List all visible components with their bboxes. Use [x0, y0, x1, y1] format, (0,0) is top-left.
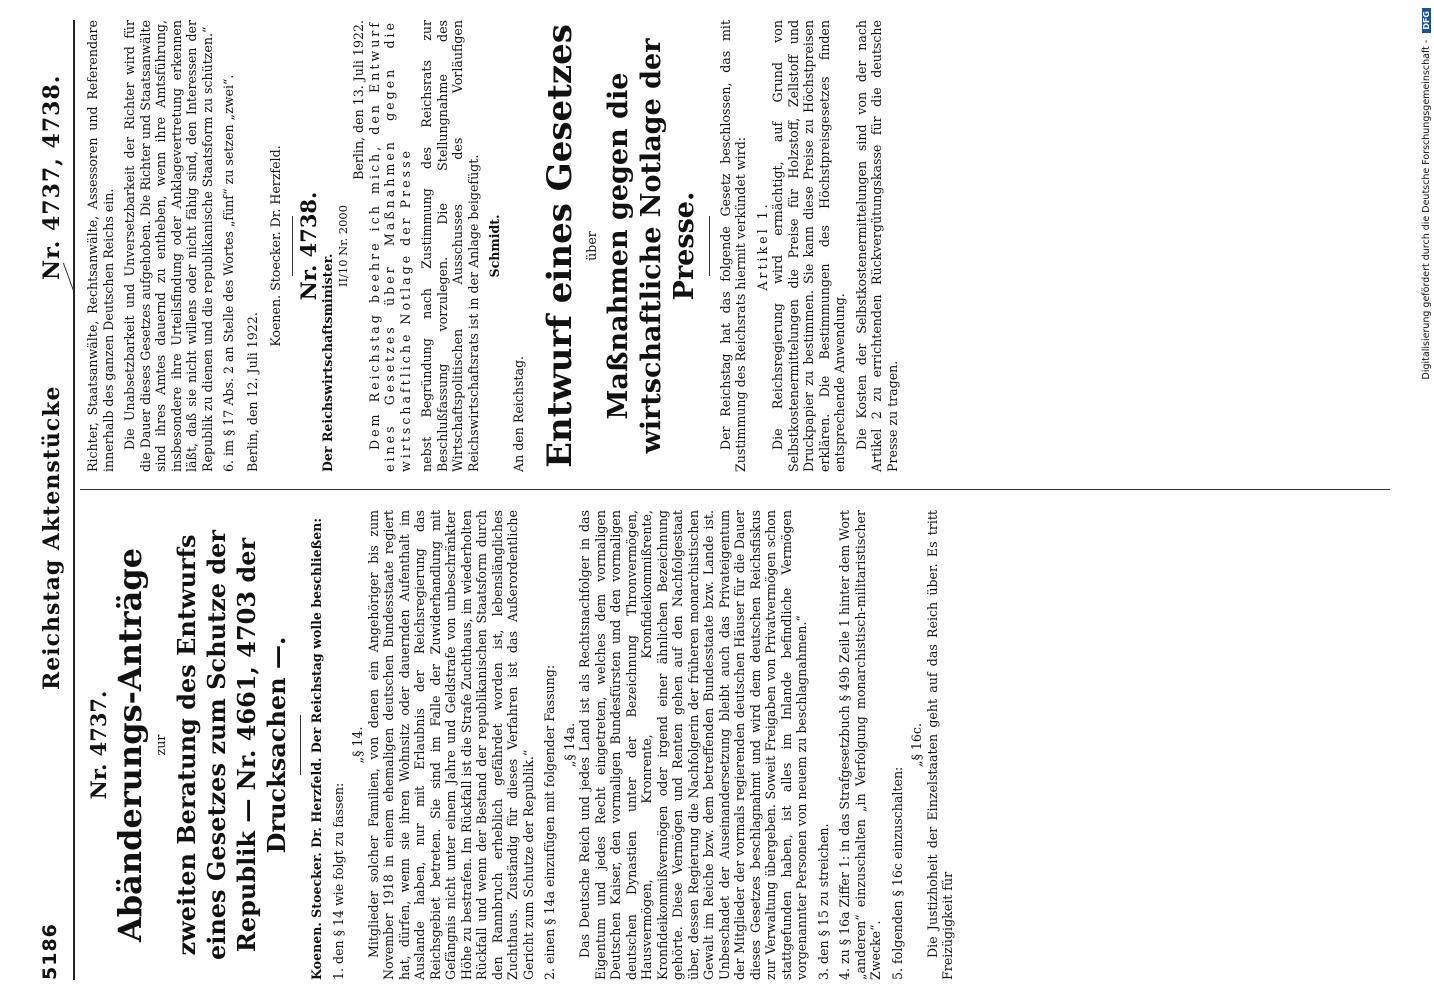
separator-rule-3: [709, 216, 710, 276]
running-title: Reichstag Aktenstücke: [39, 385, 65, 690]
ministry-name: Der Reichswirtschaftsminister.: [320, 253, 335, 472]
article-1-text: Die Reichsregierung wird ermächtigt, auf Grund von Selbstkostenermittelungen die Preise für Holzstoff, Zellstoff und Druckpapier zu bestimmen. Sie kann diese Preise zu Höchstpreisen erklären. Die Bestimmungen des Höchstpreisgesetzes finden entsprechende Anwendung.: [770, 20, 847, 472]
digitization-note: [1421, 8, 1434, 993]
minister-signature: Schmidt.: [487, 214, 502, 278]
digitization-note-text: Digitalisierung gefördert durch die Deutsche Forschungsgemeinschaft -: [1421, 39, 1432, 380]
item-5: 5. folgenden § 16c einzuschalten:: [889, 766, 905, 980]
amendment-subtitle: zweiten Beratung des Entwurfs eines Gesetzes zum Schutze der Republik — Nr. 4661, 4703 der Drucksachen —.: [172, 529, 291, 961]
document-number-4737: Nr. 4737.: [86, 690, 111, 800]
separator-rule: [300, 715, 301, 775]
cover-letter-text-2: nebst Begründung nach Zustimmung des Reichsrats zur Beschlußfassung vorzulegen. Die Stellungnahme des Wirtschaftspolitischen Ausschusses des Vorläufigen Reichswirtschaftsrats ist in der Anlage beigefügt.: [419, 20, 481, 472]
page-number: 5186: [39, 923, 61, 980]
motion-intro: Der Reichstag wolle beschließen:: [309, 517, 324, 754]
authors: [309, 510, 325, 980]
date-line-1: Berlin, den 12. Juli 1922.: [244, 312, 260, 472]
signatures-1: Koenen. Stoecker. Dr. Herzfeld.: [268, 145, 283, 347]
item-6: 6. im § 17 Abs. 2 an Stelle des Wortes „fünf“ zu setzen „zwei“.: [221, 74, 236, 472]
bill-title: Entwurf eines Gesetzes: [540, 24, 580, 468]
amendment-title: Abänderungs-Anträge: [110, 547, 149, 943]
column-divider: [80, 489, 1390, 490]
reference-number: II/10 Nr. 2000: [335, 204, 350, 288]
item-2: 2. einen § 14a einzufügen mit folgender Fassung:: [542, 664, 557, 980]
cover-letter-text: Dem Reichstag beehre ich mich, den Entwurf eines Gesetzes über Maßnahmen gegen die wirtschaftliche Notlage der Presse: [366, 20, 413, 472]
bill-subtitle: Maßnahmen gegen die wirtschaftliche Notlage der Presse.: [602, 38, 700, 454]
section-14a-heading: „§ 14a.: [561, 722, 577, 768]
left-column: [85, 510, 962, 980]
document-number-4738: Nr. 4738.: [295, 191, 321, 301]
right-column: [85, 20, 906, 472]
addressee: An den Reichstag.: [510, 355, 526, 472]
item-4: 4. zu § 16a Ziffer 1: in das Strafgesetzbuch § 49b Zeile 1 hinter dem Wort „anderen“ einzuschalten „in Verfolgung monarchistisch-militaristischer Zwecke“.: [837, 510, 883, 980]
section-14a-text: Das Deutsche Reich und jedes Land ist als Rechtsnachfolger in das Eigentum und jedes Recht eingetreten, welches dem vormaligen Deutschen Kaiser, den vormaligen Bundesfürsten und den vormaligen deutschen Dynastien unter der Bezeichnung Thronvermögen, Hausvermögen, Kronrente, Kronfideikommißrente, Kronfideikommißvermögen oder irgend einer ähnlichen Bezeichnung gehörte. Diese Vermögen und Renten gehen auf den Nachfolgestaat über, dessen Regierung die Nachfolgerin der früheren monarchistischen Gewalt im Reiche bzw. dem betreffenden Bundesstaate bzw. Lande ist. Unbeschadet der Auseinandersetzung bleibt auch das Privateigentum der Mitglieder der vormals regierenden deutschen Häuser für die Dauer dieses Gesetzes beschlagnahmt und wird dem deutschen Reichsfiskus zur Verwaltung übergeben. Soweit Freigaben von Privatvermögen schon stattgefunden haben, ist alles im Inlande befindliche Vermögen vorgenannter Personen von neuem zu beschlagnahmen.“: [577, 510, 809, 980]
separator-rule-2: [292, 216, 293, 276]
item-1: 1. den § 14 wie folgt zu fassen:: [330, 782, 346, 980]
date-line-2: Berlin, den 13. Juli 1922.: [351, 20, 366, 180]
document-numbers: Nr. 4737, 4738.: [39, 74, 65, 280]
dfg-logo: DFG: [1422, 8, 1431, 33]
section-14-text: Mitglieder solcher Familien, von denen ein Angehöriger bis zum November 1918 in einem ehemaligen deutschen Bundesstaate regiert hat, dürfen, wenn sie ihren Wohnsitz oder dauernden Aufenthalt im Auslande haben, nur mit Erlaubnis der Reichsregierung das Reichsgebiet betreten. Sie sind im Falle der Zuwiderhandlung mit Gefängnis nicht unter einem Jahre und Geldstrafe von unbeschränkter Höhe zu bestrafen. Im Rückfall ist die Strafe Zuchthaus, im wiederholten Rückfall und wenn der Bestand der republikanischen Staatsform durch den Rannbruch erheblich gefährdet worden ist, lebenslängliches Zuchthaus. Zuständig für dieses Verfahren ist das Außerordentliche Gericht zum Schutze der Republik.“: [365, 510, 536, 980]
scanned-page: [35, 20, 1405, 980]
section-16c-heading: „§ 16c.: [909, 723, 924, 767]
page-header: [35, 20, 75, 980]
authors-names: Koenen. Stoecker. Dr. Herzfeld.: [309, 757, 324, 980]
header-rule: [73, 20, 75, 980]
title-zur: zur: [152, 734, 168, 756]
continuation-text: Richter, Staatsanwälte, Rechtsanwälte, Assessoren und Referendare innerhalb des ganzen Deutschen Reichs ein.: [85, 20, 116, 472]
bill-title-ueber: über: [584, 231, 599, 261]
enactment-clause: Der Reichstag hat das folgende Gesetz beschlossen, das mit Zustimmung des Reichsrats hiermit verkündet wird:: [717, 20, 748, 472]
judges-paragraph: Die Unabsetzbarkeit und Unversetzbarkeit der Richter wird für die Dauer dieses Gesetzes aufgehoben. Die Richter und Staatsanwälte sind ihres Amtes dauernd zu entheben, wenn ihre Amtsführung, insbesondere ihre Urteilsfindung oder Anklagevertretung erkennen läßt, daß sie nicht willens oder nicht fähig sind, den Interessen der Republik zu dienen und die republikanische Staatsform zu schützen.“: [122, 20, 215, 472]
article-1-text-2: Die Kosten der Selbstkostenermittelungen sind von der nach Artikel 2 zu errichtenden Rückvergütungskasse für die deutsche Presse zu tragen.: [853, 20, 900, 472]
item-3: 3. den § 15 zu streichen.: [815, 823, 831, 980]
section-14-heading: „§ 14.: [350, 726, 365, 764]
article-1-heading: Artikel 1.: [754, 201, 770, 291]
section-16c-text: Die Justizhoheit der Einzelstaaten geht auf das Reich über. Es tritt Freizügigkeit für: [924, 510, 955, 980]
